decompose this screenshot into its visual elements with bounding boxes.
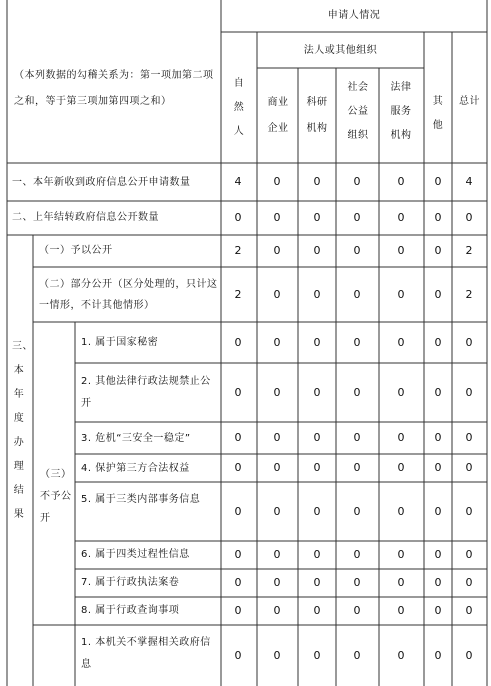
row-label-third-party-rights: 4. 保护第三方合法权益: [81, 463, 190, 474]
value-cell: 4: [465, 175, 473, 188]
value-cell: 0: [313, 175, 321, 188]
other-header: 其他: [432, 96, 444, 131]
value-cell: 0: [353, 175, 361, 188]
section3-label: 三、本年度办理结果: [12, 341, 33, 520]
row-label-disclosed: （一）予以公开: [39, 245, 113, 256]
value-cell: 0: [434, 244, 442, 257]
value-cell: 0: [397, 175, 405, 188]
row-label-internal-affairs: 5. 属于三类内部事务信息: [81, 494, 201, 505]
value-cell: 0: [397, 576, 405, 589]
row-label-new-applications: 一、本年新收到政府信息公开申请数量: [12, 177, 191, 188]
value-cell: 0: [465, 211, 473, 224]
value-cell: 0: [465, 504, 473, 518]
value-cell: 0: [313, 385, 321, 399]
row-label-three-safety-one-stability: 3. 危机“三安全一稳定”: [81, 433, 191, 444]
value-cell: 0: [273, 431, 281, 444]
value-cell: 0: [313, 287, 321, 301]
value-cell: 0: [353, 648, 361, 662]
value-cell: 0: [397, 504, 405, 518]
value-cell: 0: [273, 211, 281, 224]
value-cell: 0: [434, 385, 442, 399]
total-header: 总计: [459, 96, 480, 107]
value-cell: 0: [273, 461, 281, 474]
value-cell: 0: [273, 504, 281, 518]
value-cell: 0: [353, 335, 361, 349]
row-label-not-held: 1. 本机关不掌握相关政府信息: [81, 637, 211, 670]
value-cell: 0: [273, 548, 281, 561]
value-cell: 0: [234, 461, 242, 474]
column-description: （本列数据的勾稽关系为：第一项加第二项之和，等于第三项加第四项之和）: [14, 70, 214, 107]
row-label-process-info: 6. 属于四类过程性信息: [81, 549, 190, 560]
value-cell: 2: [234, 244, 242, 257]
value-cell: 0: [234, 548, 242, 561]
value-cell: 0: [353, 461, 361, 474]
value-cell: 0: [273, 604, 281, 617]
row-label-carried-over: 二、上年结转政府信息公开数量: [12, 212, 159, 223]
value-cell: 0: [465, 648, 473, 662]
natural-person-header: 自然人: [233, 78, 245, 137]
value-cell: 0: [434, 604, 442, 617]
value-cell: 0: [353, 576, 361, 589]
value-cell: 0: [234, 576, 242, 589]
value-cell: 0: [397, 287, 405, 301]
value-cell: 0: [397, 431, 405, 444]
value-cell: 2: [465, 287, 473, 301]
value-cell: 0: [397, 244, 405, 257]
value-cell: 0: [397, 548, 405, 561]
value-cell: 2: [465, 244, 473, 257]
value-cell: 0: [234, 504, 242, 518]
value-cell: 0: [434, 287, 442, 301]
value-cell: 0: [397, 335, 405, 349]
row-label-state-secret: 1. 属于国家秘密: [81, 337, 159, 348]
commercial-enterprise-header: 商业企业: [267, 97, 289, 134]
value-cell: 0: [313, 648, 321, 662]
value-cell: 0: [434, 504, 442, 518]
value-cell: 0: [313, 211, 321, 224]
value-cell: 0: [353, 244, 361, 257]
social-welfare-org-header: 社会公益组织: [347, 82, 369, 141]
legal-persons-header: 法人或其他组织: [303, 45, 378, 56]
value-cell: 0: [234, 335, 242, 349]
research-institution-header: 科研机构: [306, 97, 328, 134]
value-cell: 0: [353, 385, 361, 399]
value-cell: 0: [434, 335, 442, 349]
value-cell: 0: [434, 548, 442, 561]
value-cell: 0: [234, 385, 242, 399]
value-cell: 0: [273, 244, 281, 257]
value-cell: 0: [234, 604, 242, 617]
row-label-enforcement-files: 7. 属于行政执法案卷: [81, 577, 180, 588]
row-label-prohibited-by-law: 2. 其他法律行政法规禁止公开: [81, 376, 211, 409]
value-cell: 0: [353, 287, 361, 301]
value-cell: 0: [434, 648, 442, 662]
value-cell: 0: [465, 335, 473, 349]
value-cell: 0: [313, 548, 321, 561]
value-cell: 0: [273, 385, 281, 399]
value-cell: 0: [273, 335, 281, 349]
value-cell: 0: [353, 548, 361, 561]
value-cell: 0: [434, 211, 442, 224]
value-cell: 0: [434, 461, 442, 474]
value-cell: 0: [353, 504, 361, 518]
value-cell: 0: [434, 175, 442, 188]
value-cell: 0: [397, 461, 405, 474]
value-cell: 0: [465, 576, 473, 589]
value-cell: 0: [465, 385, 473, 399]
value-cell: 0: [313, 576, 321, 589]
value-cell: 0: [313, 604, 321, 617]
value-cell: 0: [465, 604, 473, 617]
value-cell: 0: [465, 461, 473, 474]
value-cell: 2: [234, 287, 242, 301]
value-cell: 0: [234, 431, 242, 444]
value-cell: 0: [397, 385, 405, 399]
row-label-inquiry-matters: 8. 属于行政查询事项: [81, 605, 180, 616]
value-cell: 0: [397, 211, 405, 224]
value-cell: 0: [353, 431, 361, 444]
value-cell: 0: [313, 461, 321, 474]
value-cell: 0: [465, 548, 473, 561]
value-cell: 0: [434, 576, 442, 589]
value-cell: 4: [234, 175, 242, 188]
value-cell: 0: [397, 604, 405, 617]
value-cell: 0: [234, 211, 242, 224]
value-cell: 0: [313, 504, 321, 518]
applicant-situation-header: 申请人情况: [327, 10, 381, 21]
row-label-partially-disclosed: （二）部分公开（区分处理的，只计这一情形，不计其他情形）: [39, 279, 218, 311]
value-cell: 0: [397, 648, 405, 662]
value-cell: 0: [353, 211, 361, 224]
value-cell: 0: [313, 335, 321, 349]
value-cell: 0: [273, 576, 281, 589]
legal-service-org-header: 法律服务机构: [390, 82, 412, 141]
value-cell: 0: [273, 287, 281, 301]
value-cell: 0: [434, 431, 442, 444]
value-cell: 0: [273, 175, 281, 188]
value-cell: 0: [465, 431, 473, 444]
section3-sub3-label: （三）不予公开: [40, 469, 72, 524]
value-cell: 0: [273, 648, 281, 662]
value-cell: 0: [234, 648, 242, 662]
value-cell: 0: [353, 604, 361, 617]
value-cell: 0: [313, 431, 321, 444]
value-cell: 0: [313, 244, 321, 257]
